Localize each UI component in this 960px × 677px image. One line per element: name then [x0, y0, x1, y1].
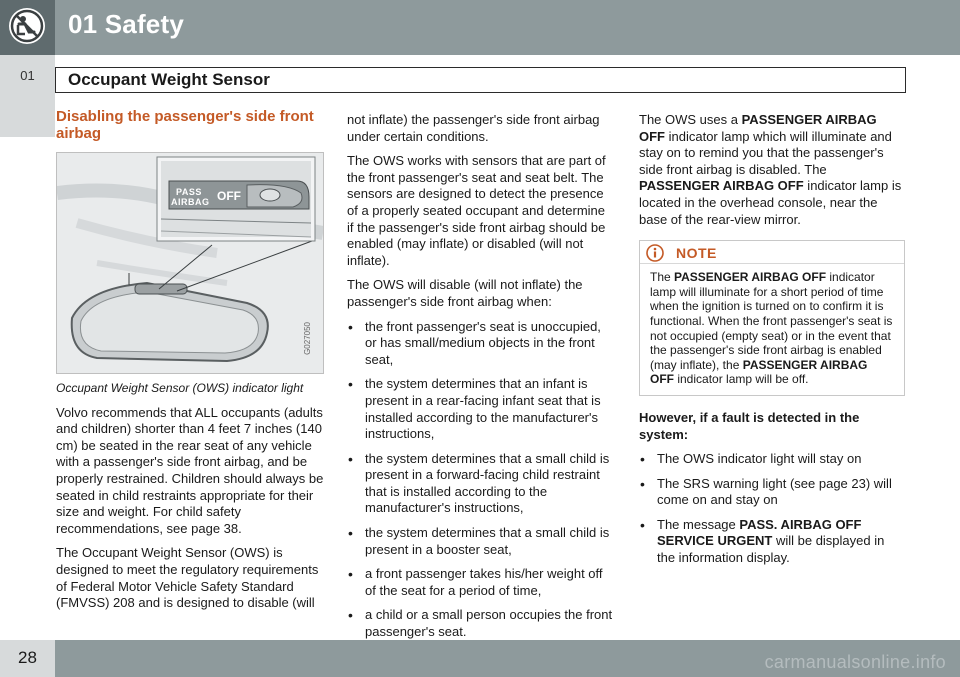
figure-code: G027050: [303, 322, 313, 355]
figure-label-pass: PASS: [176, 187, 202, 197]
fault-heading: However, if a fault is detected in the system:: [639, 409, 860, 442]
column-2: [347, 112, 613, 649]
list-item: • the front passenger's seat is unoccupied, or has small/medium objects in the front seat,: [347, 319, 613, 369]
note-body: [640, 270, 904, 387]
bold-text: PASSENGER AIRBAG OFF: [639, 112, 877, 144]
section-heading: Disabling the passenger's side front airbag: [56, 108, 314, 142]
paragraph: [639, 112, 905, 228]
list-item: • a child or a small person occupies the front passenger's seat.: [347, 607, 613, 640]
paragraph: The OWS will disable (will not inflate) the passenger's side front airbag when:: [347, 277, 583, 309]
bold-text: PASSENGER AIRBAG OFF: [650, 357, 868, 387]
bold-text: PASSENGER AIRBAG OFF: [674, 270, 827, 285]
paragraph: Volvo recommends that ALL occupants (adults and children) shorter than 4 feet 7 inches (140 cm) be seated in the rear seat of any vehicle with a passenger's side front airbag, and be properly restrained. Children should always be seated in child restraints appropriate for their size and weight. For child safety recommendations, see page 38.: [56, 404, 324, 536]
paragraph: The Occupant Weight Sensor (OWS) is designed to meet the regulatory requirements of Federal Motor Vehicle Safety Standard (FMVSS) 208 and is designed to disable (will: [56, 545, 319, 611]
figure-caption: Occupant Weight Sensor (OWS) indicator light: [56, 381, 304, 395]
figure-label-airbag: AIRBAG: [171, 197, 210, 207]
chapter-tab-label: 01: [20, 68, 35, 83]
text-span: indicator lamp will illuminate for a short period of time when the ignition is turned on to confirm it is functional. When the front passenger's seat is not occupied (empty seat) or in the event that the passenger's side front airbag is enabled (may inflate), the: [650, 270, 893, 372]
text-span: indicator lamp will be off.: [674, 372, 809, 387]
text-span: indicator lamp is located in the overhead console, near the base of the rear-view mirror.: [639, 178, 902, 227]
text-span: indicator lamp which will illuminate and stay on to remind you that the passenger's side front airbag is disabled. The: [639, 128, 892, 177]
column-3: [639, 112, 905, 575]
text-span: The: [650, 270, 675, 285]
note-header: [640, 241, 904, 264]
list-item: • the system determines that a small child is present in a booster seat,: [347, 525, 613, 558]
list-item: [639, 517, 905, 567]
note-box: [639, 240, 905, 396]
paragraph: not inflate) the passenger's side front airbag under certain conditions.: [347, 112, 600, 144]
ows-indicator-figure: [56, 152, 324, 374]
list-item: • the system determines that a small child is present in a forward-facing child restraint that is installed according to the manufacturer's instructions,: [347, 451, 613, 517]
list-item: • the system determines that an infant is present in a rear-facing infant seat that is installed according to the manufacturer's instructions,: [347, 376, 613, 442]
fault-list: [639, 451, 905, 567]
note-title: NOTE: [676, 245, 717, 262]
list-item: • a front passenger takes his/her weight off of the seat for a period of time,: [347, 566, 613, 599]
chapter-side-tab[interactable]: [0, 55, 55, 137]
airbag-off-symbol-icon: [9, 8, 45, 44]
text-span: The message: [657, 516, 740, 532]
bold-text: PASS. AIRBAG OFF SERVICE URGENT: [657, 516, 862, 549]
page-number: 28: [18, 648, 37, 667]
info-icon: [646, 244, 664, 262]
chapter-title: 01 Safety: [68, 9, 184, 39]
paragraph: The OWS works with sensors that are part of the front passenger's seat and seat belt. The sensors are designed to detect the presence of a properly seated occupant and determine if the passenger's side front airbag should be enabled (may inflate) or disabled (will not inflate).: [347, 153, 606, 268]
disable-conditions-list: [347, 319, 613, 641]
list-item: • The OWS indicator light will stay on: [639, 451, 905, 468]
chapter-logo: [0, 0, 55, 55]
section-header: [55, 67, 906, 93]
bold-text: PASSENGER AIRBAG OFF: [639, 178, 804, 194]
list-item: • The SRS warning light (see page 23) will come on and stay on: [639, 476, 905, 509]
text-span: The OWS uses a: [639, 112, 742, 127]
text-span: will be displayed in the information display.: [657, 533, 885, 566]
figure-label-off: OFF: [217, 189, 241, 203]
section-title: Occupant Weight Sensor: [68, 70, 270, 89]
watermark: carmanualsonline.info: [764, 652, 946, 672]
column-1: [56, 108, 326, 620]
